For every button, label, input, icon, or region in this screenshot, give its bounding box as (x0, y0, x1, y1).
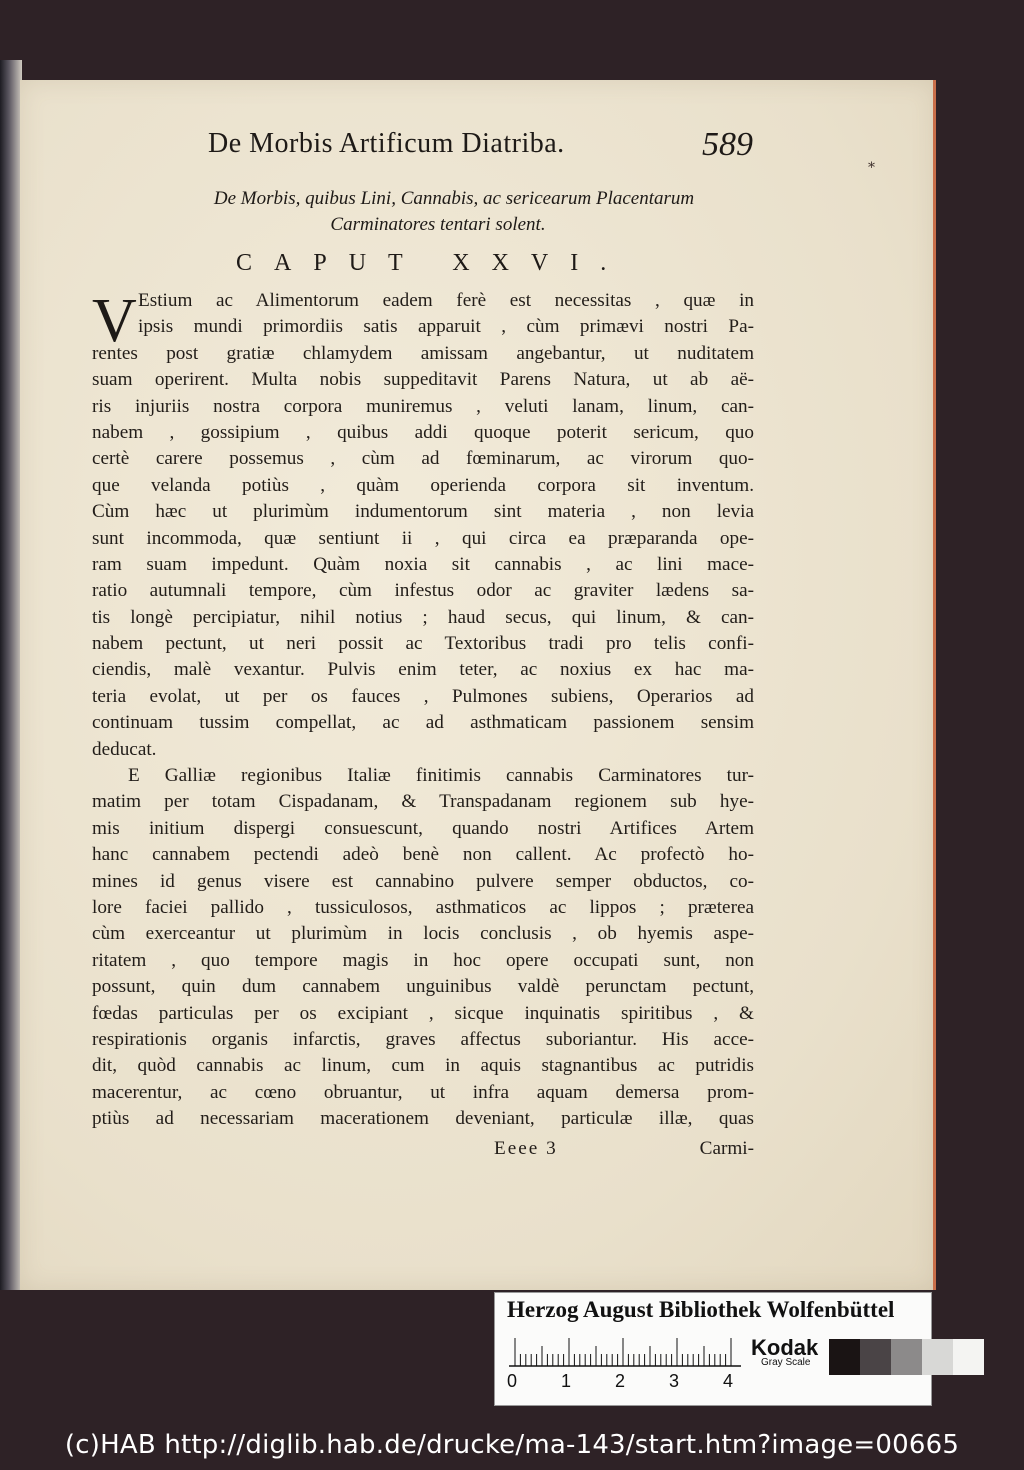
text-line: Cùm hæc ut plurimùm indumentorum sint materia , non levia (92, 501, 754, 523)
text-line: ritatem , quo tempore magis in hoc opere occupati sunt, non (92, 949, 754, 971)
text-line: mines id genus visere est cannabino pulvere semper obductos, co- (92, 870, 754, 892)
gray-scale-swatches (829, 1339, 984, 1375)
text-line: lore faciei pallido , tussiculosos, asthmaticos ac lippos ; præterea (92, 896, 754, 918)
text-line: Estium ac Alimentorum eadem ferè est necessitas , quæ in (138, 290, 754, 311)
text-line: ciendis, malè vexantur. Pulvis enim teter, ac noxius ex hac ma- (92, 659, 754, 681)
text-line: ris injuriis nostra corpora muniremus , veluti lanam, linum, can- (92, 395, 754, 417)
gray-swatch (891, 1339, 922, 1375)
margin-mark: * (868, 160, 875, 176)
text-line: mis initium dispergi consuescunt, quando nostri Artifices Artem (92, 817, 754, 839)
library-label (494, 1292, 932, 1406)
chapter-heading: CAPUT XXVI. (236, 250, 629, 276)
text-line: sunt incommoda, quæ sentiunt ii , qui circa ea præparanda ope- (92, 527, 754, 549)
text-line: E Galliæ regionibus Italiæ finitimis cannabis Carminatores tur- (128, 765, 754, 787)
text-line: teria evolat, ut per os fauces , Pulmones subiens, Operarios ad (92, 685, 754, 707)
text-line: certè carere possemus , cùm ad fœminarum, ac virorum quo- (92, 448, 754, 470)
running-title: De Morbis Artificum Diatriba. (208, 128, 565, 159)
text-line: matim per totam Cispadanam, & Transpadanam regionem sub hye- (92, 791, 754, 813)
ruler-number-1: 1 (561, 1371, 572, 1391)
text-line: tis longè percipiatur, nihil notius ; haud secus, qui linum, & can- (92, 606, 754, 628)
text-line: ptiùs ad necessariam macerationem deveniant, particulæ illæ, quas (92, 1108, 754, 1130)
scale-ruler (509, 1337, 741, 1367)
text-line: ram suam impedunt. Quàm noxia sit cannabis , ac lini mace- (92, 553, 754, 575)
text-line: rentes post gratiæ chlamydem amissam angebantur, ut nuditatem (92, 342, 754, 364)
text-line: cùm exerceantur ut plurimùm in locis conclusis , ob hyemis aspe- (92, 923, 754, 945)
text-line: continuam tussim compellat, ac ad asthmaticam passionem sensim (92, 712, 754, 734)
paragraph-2 (92, 763, 754, 1132)
drop-cap: V (92, 287, 137, 355)
text-line: macerentur, ac cœno obruantur, ut infra aquam demersa prom- (92, 1081, 754, 1103)
text-line: fœdas particulas per os excipiant , sicque inquinatis spiritibus , & (92, 1002, 754, 1024)
gray-swatch (953, 1339, 984, 1375)
gray-swatch (829, 1339, 860, 1375)
library-title: Herzog August Bibliothek Wolfenbüttel (507, 1297, 895, 1322)
paragraph-1 (92, 288, 754, 763)
gray-scale-label: Gray Scale (761, 1357, 811, 1368)
text-line: ipsis mundi primordiis satis apparuit , cùm primævi nostri Pa- (138, 316, 754, 338)
text-line: deducat. (92, 738, 157, 760)
gray-swatch (860, 1339, 891, 1375)
text-line: nabem pectunt, ut neri possit ac Textoribus tradi pro telis confi- (92, 633, 754, 655)
kodak-logo: Kodak (751, 1335, 819, 1360)
ruler-number-3: 3 (669, 1371, 680, 1391)
text-line: que velanda potiùs , quàm operienda corpora sit inventum. (92, 474, 754, 496)
ruler-number-4: 4 (723, 1371, 734, 1391)
chapter-subtitle-line-2: Carminatores tentari solent. (330, 214, 546, 235)
ruler-number-2: 2 (615, 1371, 626, 1391)
page-number: 589 (702, 126, 753, 163)
chapter-subtitle-line-1: De Morbis, quibus Lini, Cannabis, ac sericearum Placentarum (213, 188, 695, 209)
text-line: possunt, quin dum cannabem unguinibus valdè perunctam pectunt, (92, 976, 754, 998)
text-line: hanc cannabem pectendi adeò benè non callent. Ac profectò ho- (92, 844, 754, 866)
text-line: ratio autumnali tempore, cùm infestus odor ac graviter lædens sa- (92, 580, 754, 602)
footer-url: (c)HAB http://diglib.hab.de/drucke/ma-143/start.htm?image=00665 (64, 1430, 960, 1460)
catchword: Carmi- (699, 1138, 754, 1159)
text-line: dit, quòd cannabis ac linum, cum in aquis stagnantibus ac putridis (92, 1055, 754, 1077)
body-text (92, 288, 754, 1133)
adjacent-page-edge (0, 60, 22, 1290)
gray-swatch (922, 1339, 953, 1375)
text-line: suam operirent. Multa nobis suppeditavit Parens Natura, ut ab aë- (92, 369, 754, 391)
text-line: nabem , gossipium , quibus addi quoque poterit sericum, quo (92, 421, 754, 443)
text-line: respirationis organis infarctis, graves affectus suboriantur. His acce- (92, 1028, 754, 1050)
catch-line (92, 1138, 754, 1164)
ruler-number-0: 0 (507, 1371, 518, 1391)
signature-mark: Eeee 3 (494, 1138, 558, 1159)
